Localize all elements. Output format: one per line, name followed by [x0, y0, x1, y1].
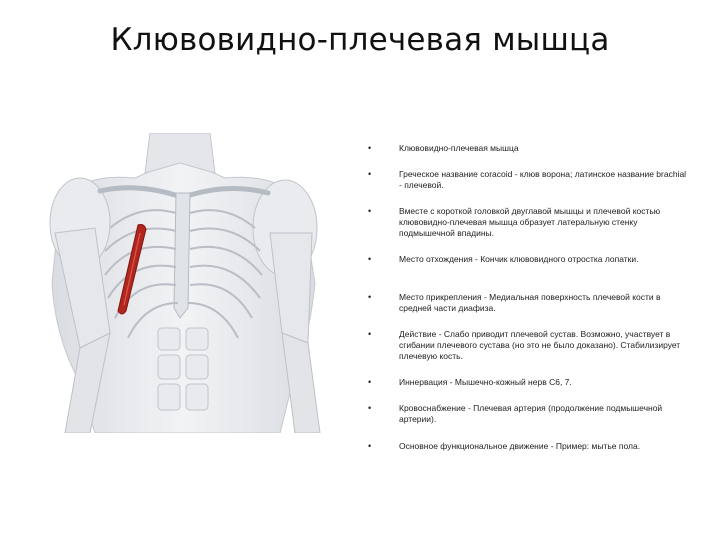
sternum	[174, 193, 190, 318]
bullet-marker: •	[368, 441, 372, 451]
bullet-marker: •	[368, 292, 372, 302]
bullet-text: Вместе с короткой головкой двуглавой мышцы и плечевой костью клювовидно-плечевая мышца образует латеральную стенку подмышечной впадины.	[399, 206, 661, 238]
bullet-text: Иннервация - Мышечно-кожный нерв C6, 7.	[399, 377, 572, 387]
bullet-text: Место прикрепления - Медиальная поверхность плечевой кости в средней части диафиза.	[399, 292, 661, 313]
bullet-marker: •	[368, 206, 372, 216]
slide-title: Клювовидно-плечевая мышца	[110, 22, 610, 58]
bullet-marker: •	[368, 329, 372, 339]
bullet-text: Место отхождения - Кончик клювовидного отростка лопатки.	[399, 254, 639, 264]
bullet-text: Кровоснабжение - Плечевая артерия (продолжение подмышечной артерии).	[399, 403, 663, 424]
bullet-text: Действие - Слабо приводит плечевой сустав. Возможно, участвует в сгибании плечевого сустава (но это не было доказано). Стабилизирует плечевую кость.	[399, 329, 681, 361]
bullet-marker: •	[368, 143, 372, 153]
bullet-marker: •	[368, 254, 372, 264]
bullet-text: Греческое название coracoid - клюв ворона; латинское название brachial - плечевой.	[399, 169, 687, 190]
anatomy-illustration	[40, 133, 325, 433]
bullet-marker: •	[368, 169, 372, 179]
bullet-marker: •	[368, 403, 372, 413]
torso-anatomy-svg	[40, 133, 325, 433]
bullet-marker: •	[368, 377, 372, 387]
bullet-text: Клювовидно-плечевая мышца	[399, 143, 519, 153]
bullet-text: Основное функциональное движение - Пример: мытье пола.	[399, 441, 641, 451]
